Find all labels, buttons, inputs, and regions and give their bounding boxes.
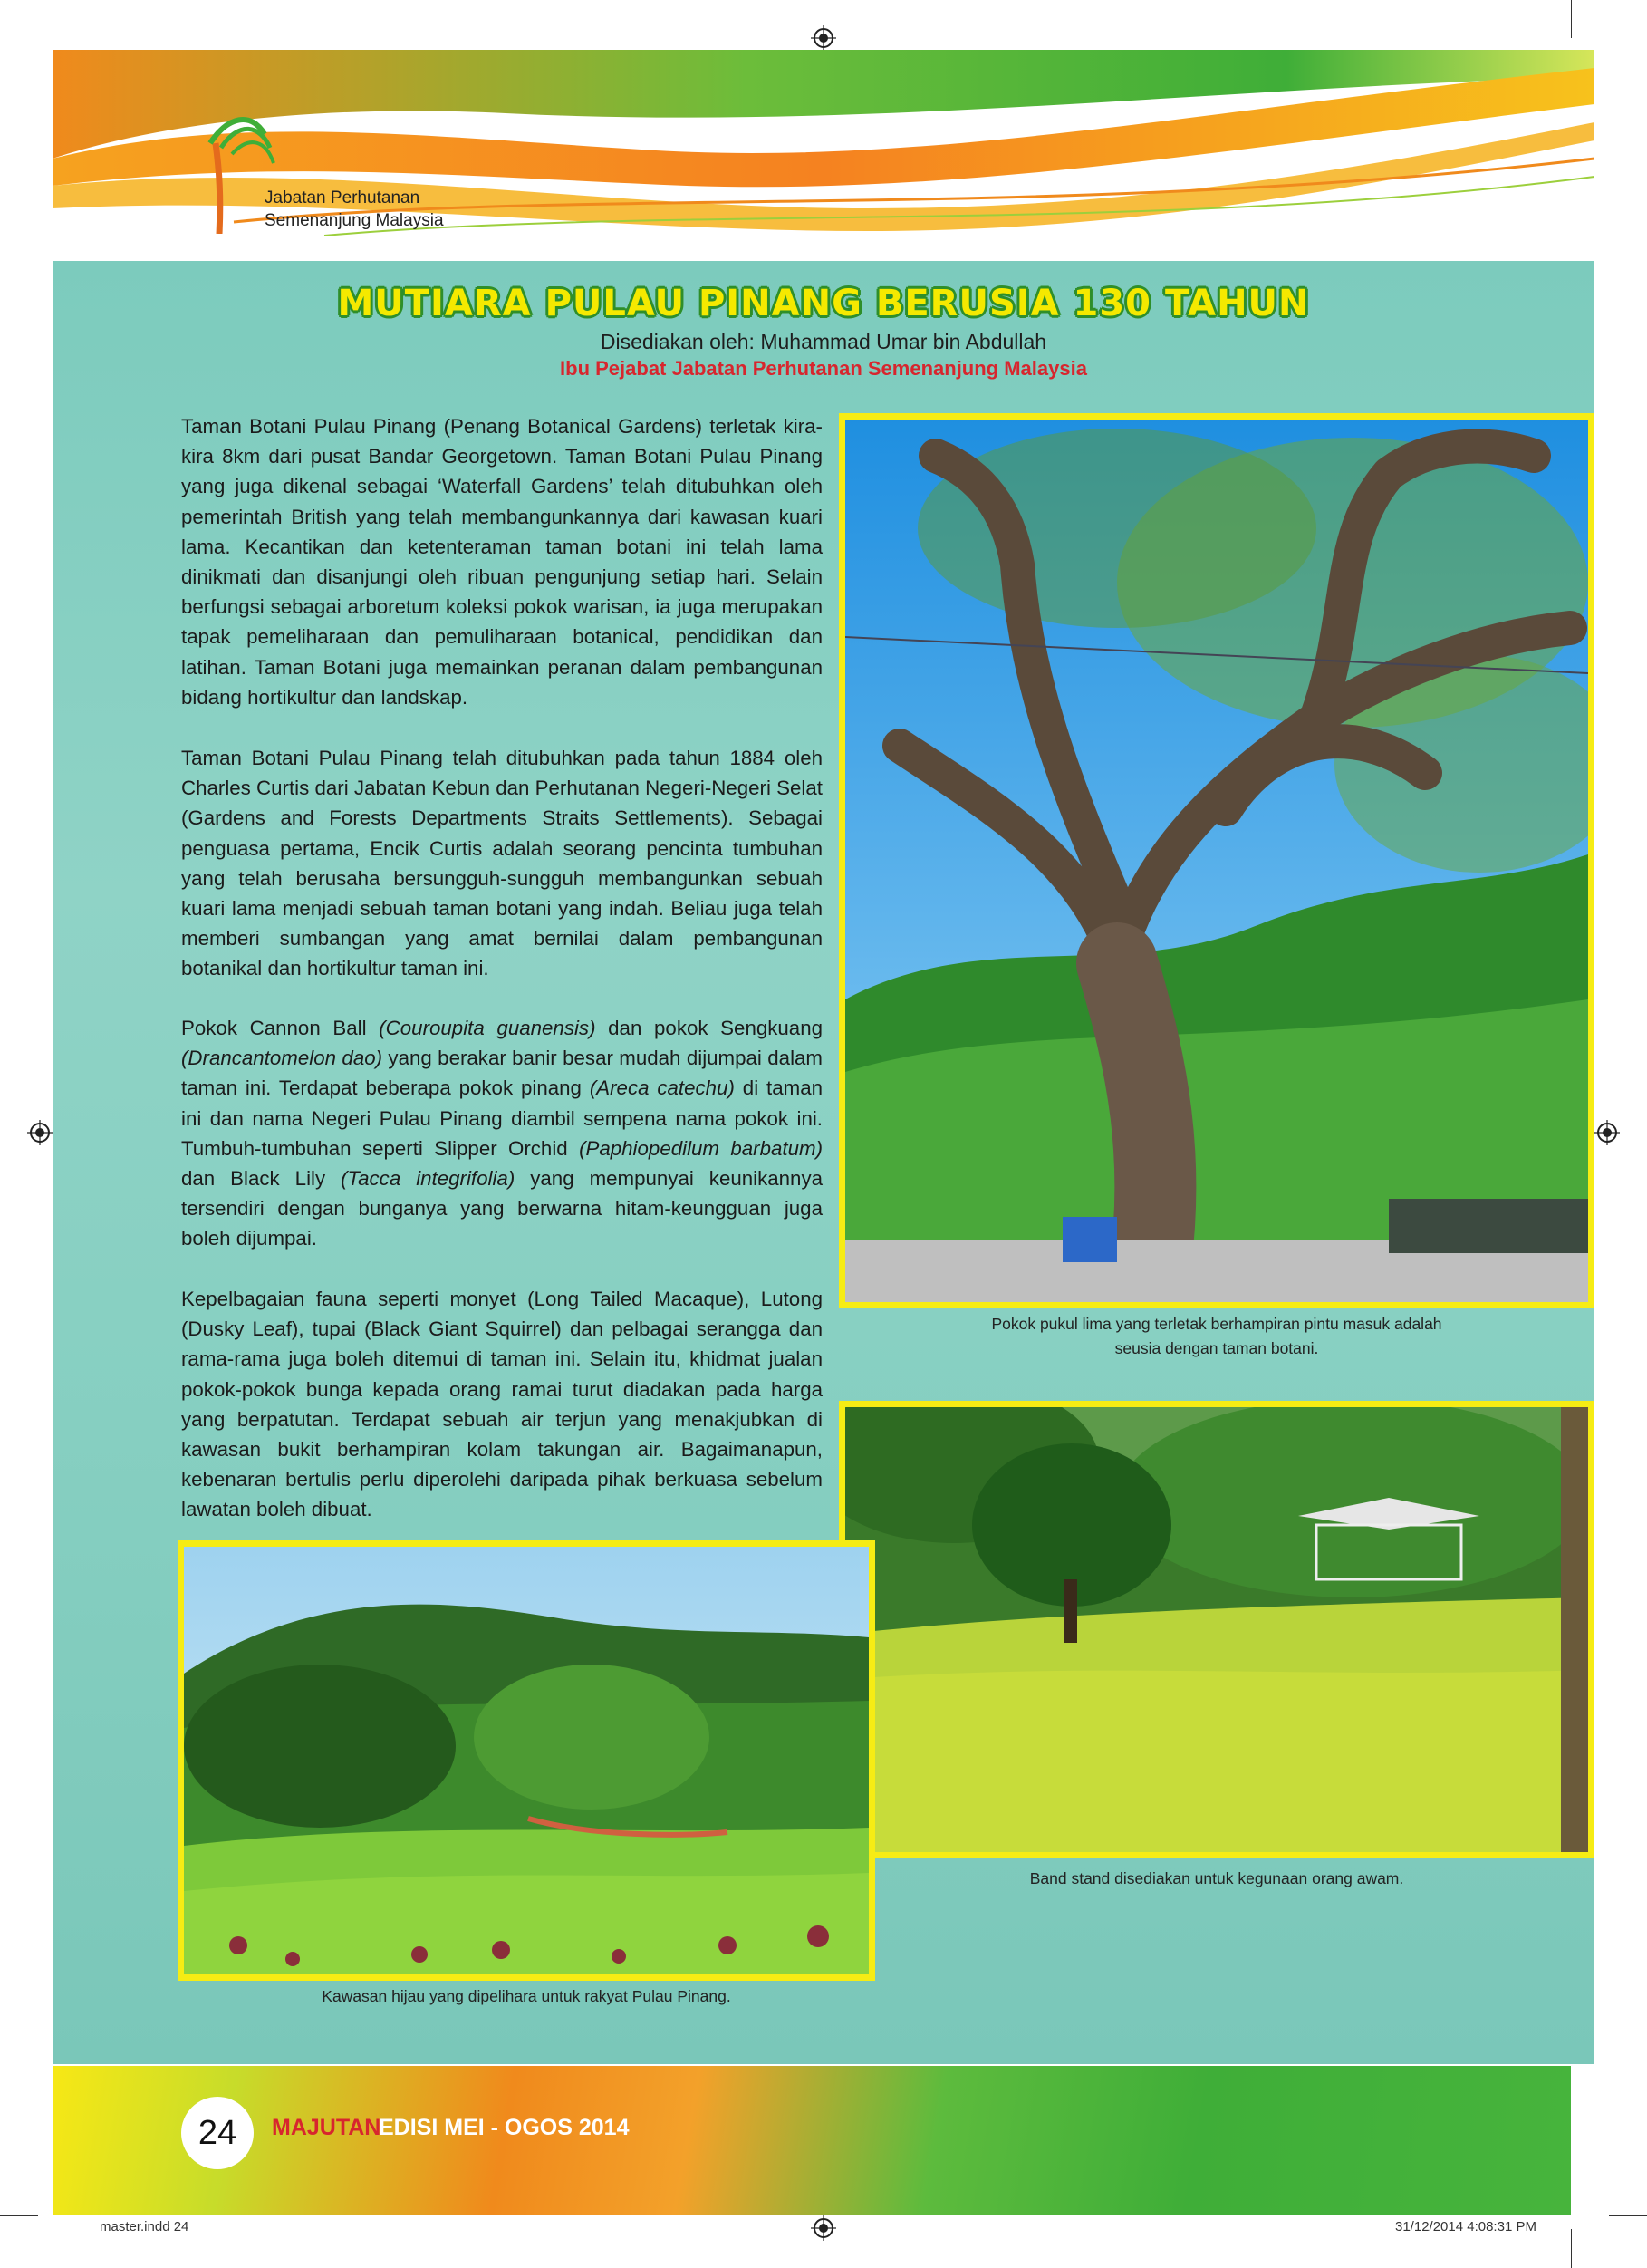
slug-file: master.indd 24 — [100, 2219, 189, 2234]
paragraph-1: Taman Botani Pulau Pinang (Penang Botanical Gardens) terletak kira-kira 8km dari pusat Bandar Georgetown. Taman Botani Pulau Pinang yang juga dikenal sebagai ‘Waterfall Gardens’ telah ditubuhkan oleh pemerintah British yang telah membangunkannya dari kawasan kuari lama. Kecantikan dan ketenteraman taman botani ini telah lama dinikmati dan disanjungi oleh ribuan pengunjung setiap hari. Selain berfungsi sebagai arboretum koleksi pokok warisan, ia juga merupakan tapak pemeliharaan dan pemuliharaan botanical, pendidikan dan latihan. Taman Botani juga memainkan peranan dalam pembangunan bidang hortikultur dan landskap. — [181, 415, 823, 709]
caption-old-tree: Pokok pukul lima yang terletak berhampiran pintu masuk adalah seusia dengan taman botani. — [991, 1315, 1442, 1357]
magazine-edition: EDISI MEI - OGOS 2014 — [379, 2115, 630, 2140]
caption-bandstand: Band stand disediakan untuk kegunaan orang awam. — [1029, 1869, 1404, 1887]
org-name-line1: Jabatan Perhutanan — [265, 188, 420, 207]
paragraph-4: Kepelbagaian fauna seperti monyet (Long Tailed Macaque), Lutong (Dusky Leaf), tupai (Black Giant Squirrel) dan pelbagai serangga dan rama-rama juga boleh ditemui di taman ini. Selain itu, khidmat jualan pokok-pokok bunga kepada orang ramai turut diadakan pada harga yang berpatutan. Terdapat sebuah air terjun yang menakjubkan di kawasan bukit berhampiran kolam takungan air. Bagaimanapun, kebenaran bertulis perlu diperolehi daripada pihak berkuasa sebelum lawatan boleh dibuat. — [181, 1288, 823, 1521]
crop-mark — [1571, 2229, 1572, 2268]
magazine-name: MAJUTAN — [272, 2115, 381, 2140]
article-byline: Disediakan oleh: Muhammad Umar bin Abdullah — [600, 330, 1047, 353]
registration-mark-icon — [1594, 1120, 1620, 1145]
crop-mark — [1571, 0, 1572, 38]
photo-old-tree — [839, 413, 1594, 1308]
photo-bandstand — [839, 1401, 1594, 1858]
article-office: Ibu Pejabat Jabatan Perhutanan Semenanjung Malaysia — [560, 357, 1087, 380]
photo-green-lawn — [178, 1540, 875, 1981]
registration-mark-icon — [811, 25, 836, 51]
crop-mark — [1609, 2215, 1647, 2216]
org-name-line2: Semenanjung Malaysia — [265, 211, 444, 230]
article-title: MUTIARA PULAU PINANG BERUSIA 130 TAHUN — [337, 283, 1310, 324]
registration-mark-icon — [811, 2215, 836, 2241]
slug-timestamp: 31/12/2014 4:08:31 PM — [1395, 2219, 1536, 2234]
paragraph-3: Pokok Cannon Ball (Couroupita guanensis) dan pokok Sengkuang (Drancantomelon dao) yang berakar banir besar mudah dijumpai dalam taman ini. Terdapat beberapa pokok pinang (Areca catechu) di taman ini dan nama Negeri Pulau Pinang diambil sempena nama pokok ini. Tumbuh-tumbuhan seperti Slipper Orchid (Paphiopedilum barbatum) dan Black Lily (Tacca integrifolia) yang mempunyai keunikannya tersendiri dengan bunganya yang berwarna hitam-keungguan juga boleh dijumpai. — [181, 1017, 824, 1250]
registration-mark-icon — [27, 1120, 53, 1145]
caption-green-lawn: Kawasan hijau yang dipelihara untuk rakyat Pulau Pinang. — [322, 1987, 731, 2005]
paragraph-2: Taman Botani Pulau Pinang telah ditubuhkan pada tahun 1884 oleh Charles Curtis dari Jabatan Kebun dan Perhutanan Negeri-Negeri Selat (Gardens and Forests Departments Straits Settlements). Sebagai penguasa pertama, Encik Curtis adalah seorang pencinta tumbuhan yang telah berusaha bersungguh-sungguh membangunkan sebuah kuari lama menjadi sebuah taman botani yang indah. Beliau juga telah memberi sumbangan yang amat bernilai dalam pembangunan botanikal dan hortikultur taman ini. — [181, 747, 823, 980]
page-number: 24 — [181, 2097, 254, 2169]
crop-mark — [0, 2215, 38, 2216]
